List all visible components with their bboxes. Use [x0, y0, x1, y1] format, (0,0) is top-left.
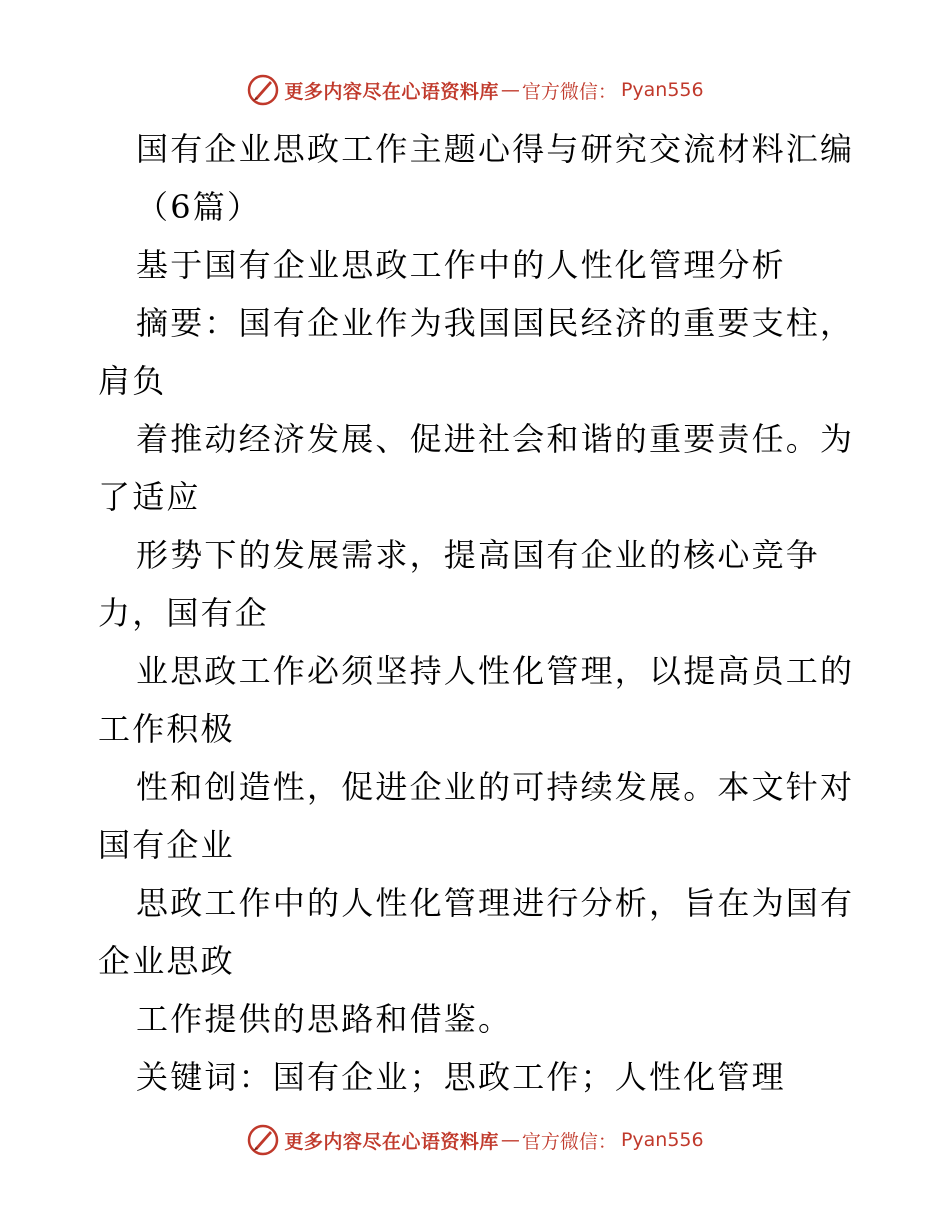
watermark-dash: —	[500, 1129, 520, 1151]
document-body	[98, 120, 858, 1106]
text-line: （6篇）	[136, 188, 262, 226]
text-line: 国有企业思政工作主题心得与研究交流材料汇编	[136, 130, 855, 168]
watermark-subtitle: 官方微信：	[521, 1130, 617, 1153]
watermark-wechat-id: Pyan556	[620, 1129, 704, 1151]
watermark-dash: —	[500, 79, 520, 101]
footer-watermark	[0, 1120, 950, 1160]
text-line: 着推动经济发展、促进社会和谐的重要责任。为	[136, 420, 855, 458]
text-line: 工作提供的思路和借鉴。	[136, 1000, 513, 1038]
text-line: 企业思政	[98, 942, 235, 980]
text-line: 肩负	[98, 362, 167, 400]
text-line: 国有企业	[98, 826, 235, 864]
watermark-title: 更多内容尽在心语资料库	[284, 1130, 499, 1153]
watermark-title: 更多内容尽在心语资料库	[284, 80, 499, 103]
text-line: 思政工作中的人性化管理进行分析，旨在为国有	[136, 884, 855, 922]
text-line: 力，国有企	[98, 594, 270, 632]
text-line: 基于国有企业思政工作中的人性化管理分析	[136, 246, 786, 284]
quill-logo-icon	[246, 1123, 280, 1157]
text-line: 摘要：国有企业作为我国国民经济的重要支柱，	[136, 304, 855, 342]
text-line: 形势下的发展需求，提高国有企业的核心竞争	[136, 536, 821, 574]
text-line: 了适应	[98, 478, 201, 516]
watermark-wechat-id: Pyan556	[620, 79, 704, 101]
text-line: 业思政工作必须坚持人性化管理，以提高员工的	[136, 652, 855, 690]
text-line: 关键词：国有企业；思政工作；人性化管理	[136, 1058, 786, 1096]
watermark-subtitle: 官方微信：	[521, 80, 617, 103]
text-line: 工作积极	[98, 710, 235, 748]
text-line: 性和创造性，促进企业的可持续发展。本文针对	[136, 768, 855, 806]
quill-logo-icon	[246, 73, 280, 107]
header-watermark	[0, 70, 950, 110]
